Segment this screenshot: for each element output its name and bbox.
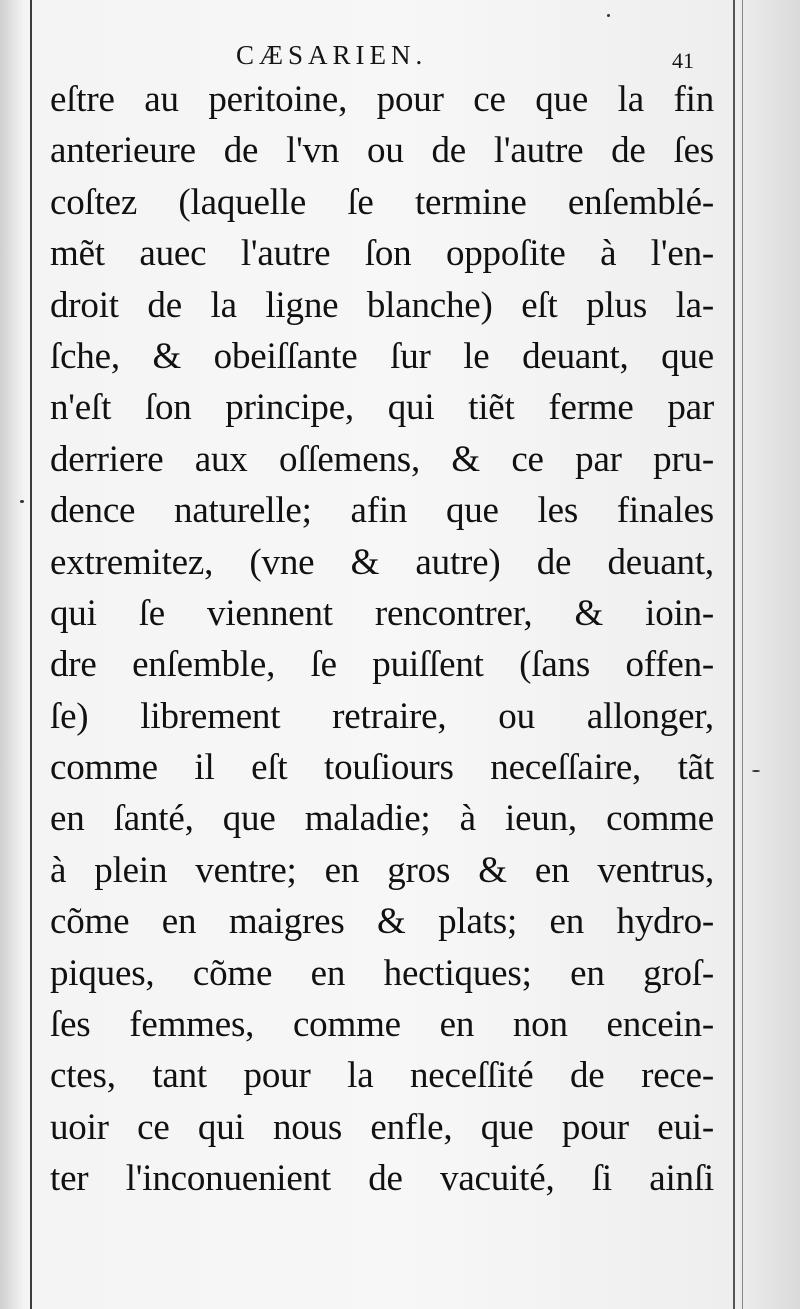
text-line: ſes femmes, comme en non encein- [50, 1004, 714, 1046]
text-line: ter l'inconuenient de vacuité, ſi ainſi [50, 1158, 714, 1200]
text-line: mẽt auec l'autre ſon oppoſite à l'en- [50, 233, 714, 275]
body-text [50, 74, 714, 1205]
scan-speck [20, 500, 24, 503]
text-line: comme il eſt touſiours neceſſaire, tãt [50, 747, 714, 789]
running-head-title: CÆSARIEN. [236, 40, 428, 70]
text-line: droit de la ligne blanche) eſt plus la- [50, 284, 714, 326]
text-line: ctes, tant pour la neceſſité de rece- [50, 1055, 714, 1097]
running-head [0, 36, 800, 76]
scan-edge-right-inner [742, 0, 743, 1309]
page-number: 41 [672, 48, 694, 73]
text-line: dence naturelle; afin que les finales [50, 490, 714, 532]
text-line: en ſanté, que maladie; à ieun, comme [50, 798, 714, 840]
scan-edge-left [30, 0, 32, 1309]
text-line: uoir ce qui nous enfle, que pour eui- [50, 1106, 714, 1148]
text-line: piques, cõme en hectiques; en groſ- [50, 952, 714, 994]
text-line: dre enſemble, ſe puiſſent (ſans offen- [50, 644, 714, 686]
text-line: n'eſt ſon principe, qui tiẽt ferme par [50, 387, 714, 429]
text-line: cõme en maigres & plats; en hydro- [50, 901, 714, 943]
text-line: ſe) librement retraire, ou allonger, [50, 695, 714, 737]
text-line: extremitez, (vne & autre) de deuant, [50, 541, 714, 583]
text-line: ſche, & obeiſſante ſur le deuant, que [50, 335, 714, 377]
text-line: eſtre au peritoine, pour ce que la fin [50, 79, 714, 120]
text-line: coſtez (laquelle ſe termine enſemblé- [50, 181, 714, 223]
scan-speck [607, 14, 610, 17]
scan-edge-right [733, 0, 735, 1309]
text-line: qui ſe viennent rencontrer, & ioin- [50, 592, 714, 634]
scan-speck [752, 770, 760, 772]
text-line: derriere aux oſſemens, & ce par pru- [50, 438, 714, 480]
text-line: à plein ventre; en gros & en ventrus, [50, 849, 714, 891]
text-line: anterieure de l'vn ou de l'autre de ſes [50, 130, 714, 172]
